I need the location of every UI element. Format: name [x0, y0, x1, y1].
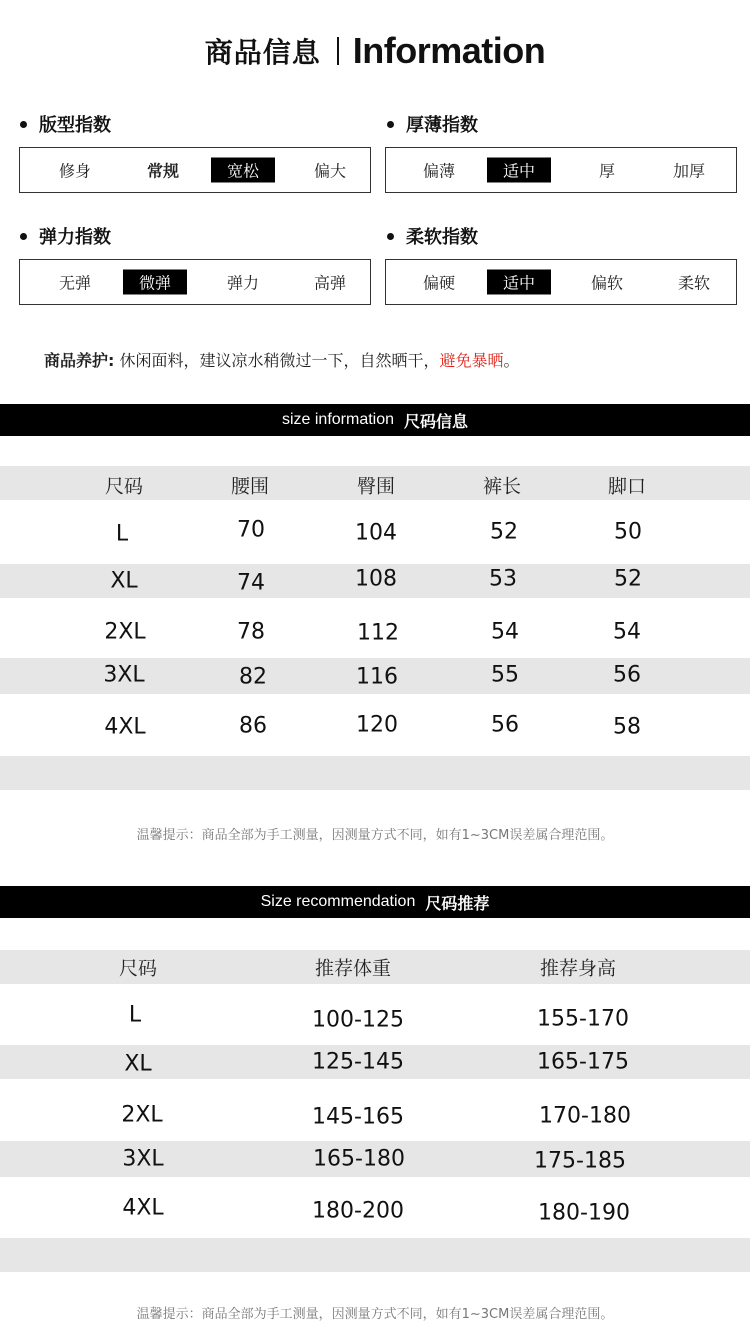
fit-option-1: 修身 — [58, 161, 92, 181]
table-cell: 125-145 — [312, 1049, 404, 1075]
table-cell: 74 — [237, 570, 265, 596]
table-footer-stripe — [0, 1238, 750, 1272]
fit-index-scale — [19, 147, 371, 193]
softness-option-selected: 适中 — [487, 270, 551, 295]
thickness-index-scale — [385, 147, 737, 193]
softness-option-1: 偏硬 — [422, 273, 456, 293]
size-rec-header-weight: 推荐体重 — [314, 957, 392, 980]
size-info-bar-cn: 尺码信息 — [404, 411, 469, 431]
table-footer-stripe — [0, 756, 750, 790]
fit-index-title: 版型指数 — [20, 111, 111, 137]
size-info-bar — [0, 404, 750, 436]
softness-option-4: 柔软 — [677, 273, 711, 293]
bullet-icon — [387, 121, 394, 128]
elasticity-option-4: 高弹 — [313, 273, 347, 293]
table-cell: 180-200 — [312, 1198, 404, 1224]
care-text: 休闲面料，建议凉水稍微过一下，自然晒干， — [114, 351, 440, 370]
size-info-header-size: 尺码 — [104, 475, 144, 498]
table-cell: 4XL — [122, 1195, 164, 1221]
table-cell: 86 — [239, 713, 267, 739]
table-cell: 56 — [613, 662, 641, 688]
fit-option-4: 偏大 — [313, 161, 347, 181]
table-cell: 165-180 — [313, 1146, 405, 1172]
table-cell: 155-170 — [537, 1006, 629, 1032]
table-cell: 54 — [613, 619, 641, 645]
elasticity-option-selected: 微弹 — [123, 270, 187, 295]
care-label: 商品养护: — [44, 351, 115, 370]
table-cell: 145-165 — [312, 1104, 404, 1130]
thickness-option-3: 厚 — [598, 161, 616, 181]
size-info-header-length: 裤长 — [482, 475, 522, 498]
table-cell: 170-180 — [539, 1103, 631, 1129]
size-info-header-hem: 脚口 — [607, 475, 647, 498]
thickness-option-selected: 适中 — [487, 158, 551, 183]
table-cell: 180-190 — [538, 1200, 630, 1226]
table-cell: XL — [124, 1051, 152, 1077]
bullet-icon — [20, 233, 27, 240]
table-cell: 3XL — [103, 662, 145, 688]
table-cell: 52 — [614, 566, 642, 592]
fit-option-selected: 宽松 — [211, 158, 275, 183]
table-cell: 55 — [491, 662, 519, 688]
care-end: 。 — [503, 351, 520, 370]
table-cell: 108 — [355, 566, 397, 592]
fit-option-2: 常规 — [146, 161, 180, 181]
table-cell: 2XL — [121, 1102, 163, 1128]
softness-index-title: 柔软指数 — [387, 223, 478, 249]
table-cell: 50 — [614, 519, 642, 545]
table-cell: 100-125 — [312, 1007, 404, 1033]
softness-option-3: 偏软 — [590, 273, 624, 293]
size-rec-header-size: 尺码 — [118, 957, 158, 980]
thickness-option-1: 偏薄 — [422, 161, 456, 181]
table-cell: 165-175 — [537, 1049, 629, 1075]
elasticity-option-1: 无弹 — [58, 273, 92, 293]
table-cell: 58 — [613, 714, 641, 740]
size-info-bar-en: size information — [281, 411, 395, 428]
table-cell: 78 — [237, 619, 265, 645]
page-header — [0, 30, 750, 72]
bullet-icon — [387, 233, 394, 240]
table-cell: 70 — [237, 517, 265, 543]
table-cell: 2XL — [104, 619, 146, 645]
table-cell: 54 — [491, 619, 519, 645]
table-cell: 82 — [239, 664, 267, 690]
size-rec-bar-cn: 尺码推荐 — [425, 893, 490, 913]
measurement-tip: 温馨提示：商品全部为手工测量，因测量方式不同，如有1~3CM误差属合理范围。 — [136, 828, 614, 843]
table-cell: 56 — [491, 712, 519, 738]
size-rec-bar-en: Size recommendation — [260, 893, 416, 910]
elasticity-option-3: 弹力 — [226, 273, 260, 293]
size-info-header-hip: 臀围 — [356, 475, 396, 498]
table-cell: L — [115, 521, 129, 547]
table-cell: 104 — [355, 520, 397, 546]
table-cell: 175-185 — [534, 1148, 626, 1174]
table-cell: 112 — [357, 620, 399, 646]
size-info-header-waist: 腰围 — [230, 475, 270, 498]
table-cell: 4XL — [104, 714, 146, 740]
size-rec-bar — [0, 886, 750, 918]
table-cell: 52 — [490, 519, 518, 545]
measurement-tip: 温馨提示：商品全部为手工测量，因测量方式不同，如有1~3CM误差属合理范围。 — [136, 1307, 614, 1322]
size-rec-header-height: 推荐身高 — [539, 957, 617, 980]
thickness-index-title: 厚薄指数 — [387, 111, 478, 137]
table-cell: XL — [110, 568, 138, 594]
page-title-cn: 商品信息 — [204, 36, 321, 69]
table-cell: 53 — [489, 566, 517, 592]
elasticity-index-title: 弹力指数 — [20, 223, 111, 249]
care-warning: 避免暴晒 — [439, 351, 504, 370]
thickness-option-4: 加厚 — [672, 161, 706, 181]
elasticity-index-scale — [19, 259, 371, 305]
table-cell: 3XL — [122, 1146, 164, 1172]
softness-index-scale — [385, 259, 737, 305]
table-cell: 116 — [356, 664, 398, 690]
title-divider — [337, 37, 339, 65]
table-cell: 120 — [356, 712, 398, 738]
page-title-en: Information — [352, 30, 546, 71]
table-cell: L — [128, 1002, 142, 1028]
bullet-icon — [20, 121, 27, 128]
care-instructions — [44, 348, 520, 371]
